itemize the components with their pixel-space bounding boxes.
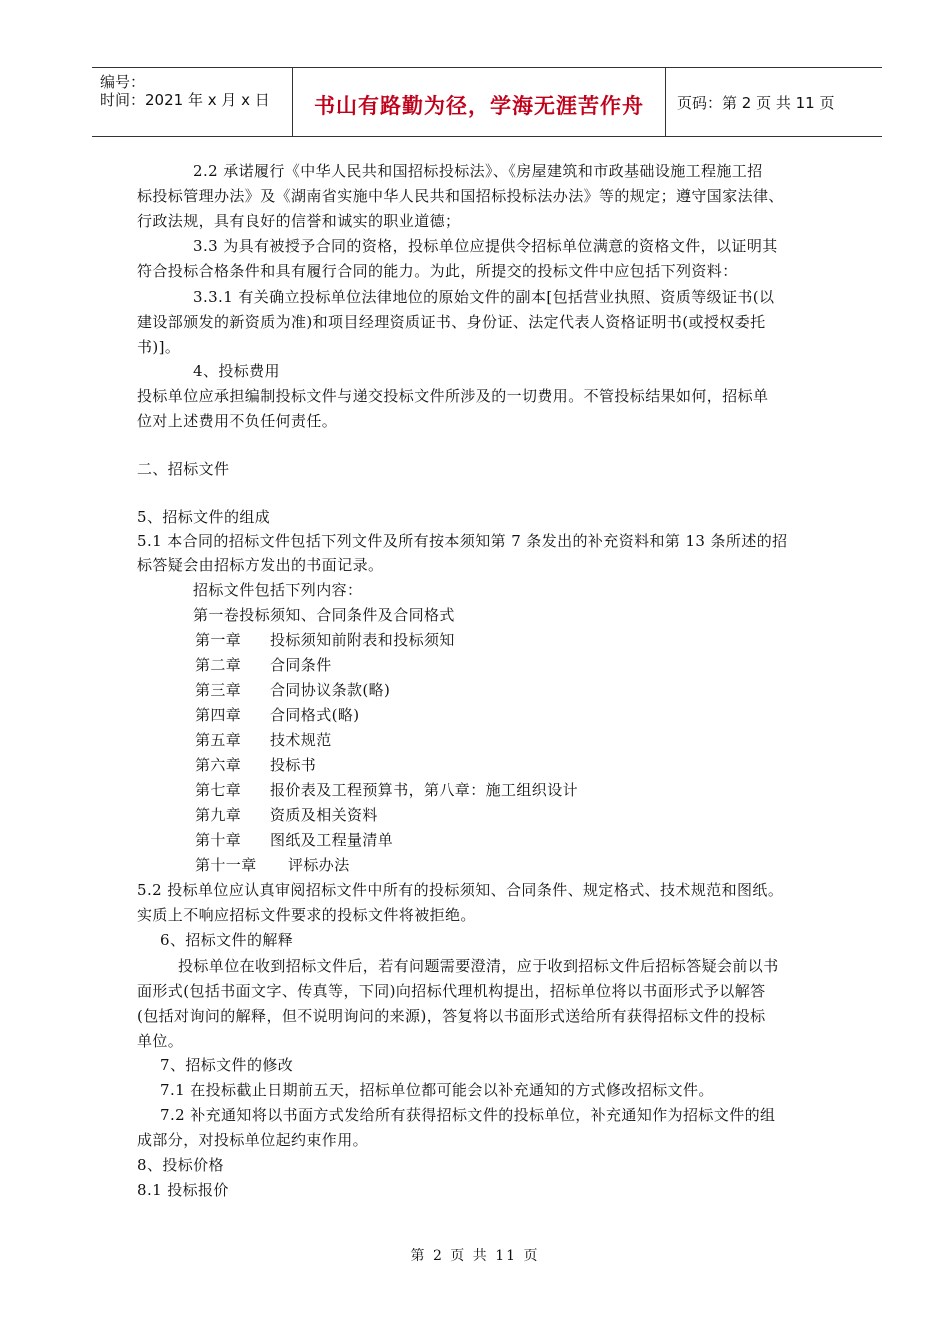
paragraph-line: 单位。 (137, 1032, 184, 1050)
document-time: 时间：2021 年 x 月 x 日 (100, 91, 270, 109)
section-heading: 6、招标文件的解释 (160, 931, 294, 949)
paragraph-line: 符合投标合格条件和具有履行合同的能力。为此，所提交的投标文件中应包括下列资料： (137, 262, 738, 280)
toc-chapter: 第二章 (195, 656, 242, 674)
toc-chapter: 第一章 (195, 631, 242, 649)
header-motto-cell (292, 68, 666, 136)
chapter-heading: 二、招标文件 (137, 460, 230, 478)
paragraph-line: 7.2 补充通知将以书面方式发给所有获得招标文件的投标单位，补充通知作为招标文件的组 (160, 1106, 776, 1124)
header-motto: 书山有路勤为径，学海无涯苦作舟 (314, 94, 644, 118)
paragraph-line: 招标文件包括下列内容： (193, 581, 363, 599)
paragraph-line: 建设部颁发的新资质为准)和项目经理资质证书、身份证、法定代表人资格证明书(或授权委托 (137, 313, 766, 331)
toc-chapter: 第十章 (195, 831, 242, 849)
document-number-label: 编号： (100, 73, 146, 91)
toc-chapter: 第五章 (195, 731, 242, 749)
paragraph-line: 成部分，对投标单位起约束作用。 (137, 1131, 369, 1149)
toc-chapter: 第六章 (195, 756, 242, 774)
toc-title: 投标须知前附表和投标须知 (270, 631, 455, 649)
toc-title: 报价表及工程预算书，第八章：施工组织设计 (270, 781, 579, 799)
paragraph-line: 3.3.1 有关确立投标单位法律地位的原始文件的副本[包括营业执照、资质等级证书(以 (193, 288, 775, 306)
paragraph-line: 行政法规，具有良好的信誉和诚实的职业道德； (137, 212, 461, 230)
toc-title: 资质及相关资料 (270, 806, 378, 824)
paragraph-line: 8.1 投标报价 (137, 1181, 229, 1199)
paragraph-line: (包括对询问的解释，但不说明询问的来源)，答复将以书面形式送给所有获得招标文件的投标 (137, 1007, 766, 1025)
toc-title: 投标书 (270, 756, 317, 774)
toc-chapter: 第九章 (195, 806, 242, 824)
header-page-number: 页码：第 2 页 共 11 页 (677, 94, 835, 112)
paragraph-line: 投标单位应承担编制投标文件与递交投标文件所涉及的一切费用。不管投标结果如何，招标单 (137, 387, 769, 405)
header-meta-cell (92, 68, 292, 136)
toc-chapter: 第十一章 (195, 856, 257, 874)
section-heading: 5、招标文件的组成 (137, 508, 271, 526)
paragraph-line: 标投标管理办法》及《湖南省实施中华人民共和国招标投标法办法》等的规定；遵守国家法律、 (137, 187, 784, 205)
paragraph-line: 书)]。 (137, 338, 181, 356)
paragraph-line: 标答疑会由招标方发出的书面记录。 (137, 556, 384, 574)
toc-title: 合同协议条款(略) (270, 681, 391, 699)
section-heading: 8、投标价格 (137, 1156, 224, 1174)
paragraph-line: 2.2 承诺履行《中华人民共和国招标投标法》、《房屋建筑和市政基础设施工程施工招 (193, 162, 763, 180)
toc-chapter: 第四章 (195, 706, 242, 724)
paragraph-line: 投标单位在收到招标文件后，若有问题需要澄清，应于收到招标文件后招标答疑会前以书 (178, 957, 779, 975)
toc-title: 图纸及工程量清单 (270, 831, 394, 849)
paragraph-line: 3.3 为具有被授予合同的资格，投标单位应提供令招标单位满意的资格文件，以证明其 (193, 237, 778, 255)
page-footer: 第 2 页 共 11 页 (410, 1248, 540, 1264)
paragraph-line: 位对上述费用不负任何责任。 (137, 412, 338, 430)
toc-chapter: 第三章 (195, 681, 242, 699)
section-heading: 7、招标文件的修改 (160, 1056, 294, 1074)
paragraph-line: 实质上不响应招标文件要求的投标文件将被拒绝。 (137, 906, 476, 924)
toc-title: 评标办法 (288, 856, 350, 874)
toc-chapter: 第七章 (195, 781, 242, 799)
toc-title: 技术规范 (270, 731, 332, 749)
paragraph-line: 7.1 在投标截止日期前五天，招标单位都可能会以补充通知的方式修改招标文件。 (160, 1081, 714, 1099)
header-page-cell (665, 68, 882, 136)
paragraph-line: 5.2 投标单位应认真审阅招标文件中所有的投标须知、合同条件、规定格式、技术规范和图纸。 (137, 881, 784, 899)
paragraph-line: 第一卷投标须知、合同条件及合同格式 (193, 606, 455, 624)
toc-title: 合同条件 (270, 656, 332, 674)
page-header (92, 67, 882, 137)
paragraph-line: 5.1 本合同的招标文件包括下列文件及所有按本须知第 7 条发出的补充资料和第 13 条所述的招 (137, 532, 788, 550)
toc-title: 合同格式(略) (270, 706, 360, 724)
section-heading: 4、投标费用 (193, 362, 280, 380)
paragraph-line: 面形式(包括书面文字、传真等，下同)向招标代理机构提出，招标单位将以书面形式予以解答 (137, 982, 766, 1000)
